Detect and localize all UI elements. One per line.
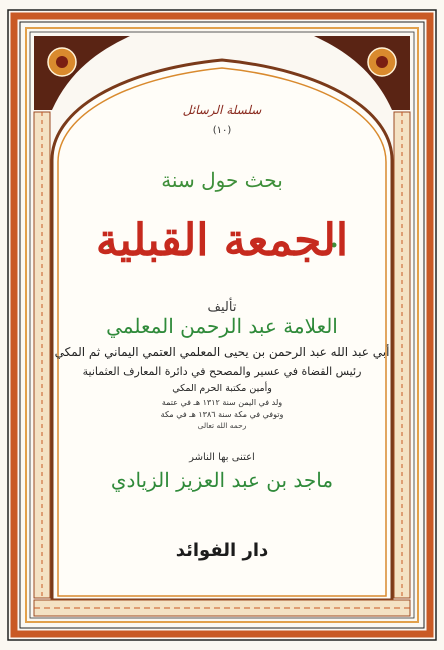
author-position-2: وأمين مكتبة الحرم المكي bbox=[172, 383, 272, 394]
author-name: العلامة عبد الرحمن المعلمي bbox=[106, 314, 338, 338]
series-name: سلسلة الرسائل bbox=[182, 103, 262, 117]
editor-label: اعتنى بها الناشر bbox=[189, 452, 255, 463]
author-prayer: رحمه الله تعالى bbox=[197, 421, 247, 430]
author-birth: ولد في اليمن سنة ١٣١٢ هـ في عتمة bbox=[161, 398, 283, 407]
author-position: رئيس القضاة في عسير والمصحح في دائرة المعارف العثمانية bbox=[82, 365, 362, 378]
series-number: (١٠) bbox=[212, 125, 232, 136]
publisher-logo-text: دار الفوائد bbox=[175, 540, 269, 561]
editor-name: ماجد بن عبد العزيز الزيادي bbox=[110, 468, 334, 492]
subtitle: بحث حول سنة bbox=[161, 168, 283, 192]
author-death: وتوفي في مكة سنة ١٣٨٦ هـ في مكة bbox=[160, 410, 284, 419]
author-label: تأليف bbox=[207, 300, 237, 315]
book-title: الجمعة القبلية bbox=[95, 215, 349, 266]
bottom-ornament-band bbox=[34, 600, 410, 616]
author-full-name: أبي عبد الله عبد الرحمن بن يحيى المعلمي العتمي اليماني ثم المكي bbox=[54, 345, 390, 359]
